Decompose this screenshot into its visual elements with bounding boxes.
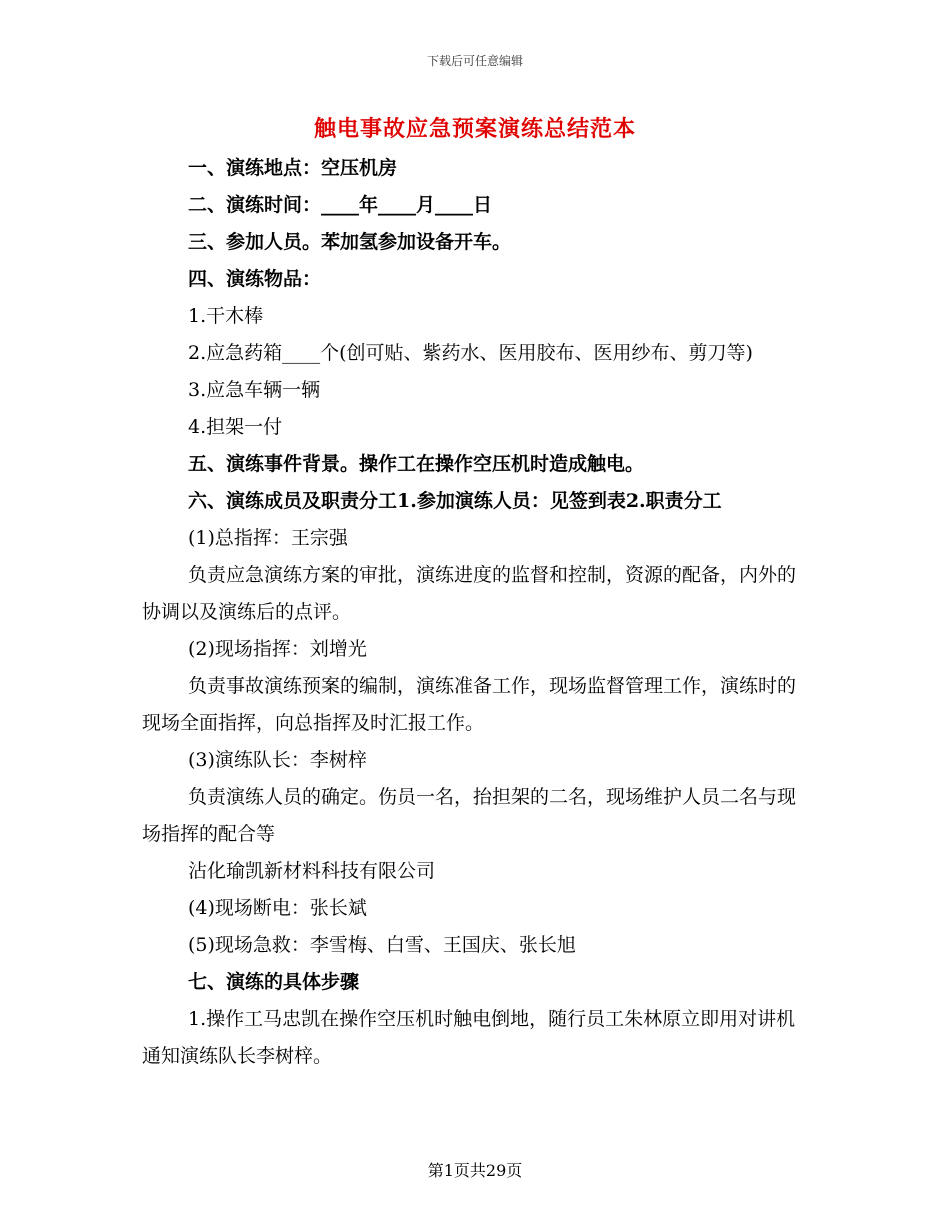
material-item: 3.应急车辆一辆 xyxy=(188,379,321,401)
page-header-note: 下载后可任意编辑 xyxy=(426,54,523,68)
role-description: 负责应急演练方案的审批，演练进度的监督和控制，资源的配备，内外的协调以及演练后的点评。 xyxy=(142,564,797,623)
section-time: 二、演练时间：____年____月____日 xyxy=(188,194,493,216)
document-body xyxy=(142,150,812,1075)
section-steps: 七、演练的具体步骤 xyxy=(188,971,360,993)
section-background: 五、演练事件背景。操作工在操作空压机时造成触电。 xyxy=(188,453,645,475)
section-participants: 三、参加人员。苯加氢参加设备开车。 xyxy=(188,231,512,253)
role-first-aid: (5)现场急救：李雪梅、白雪、王国庆、张长旭 xyxy=(188,934,576,956)
page-number: 第1页共29页 xyxy=(427,1161,523,1180)
document-title: 触电事故应急预案演练总结范本 xyxy=(313,116,636,142)
material-item: 1.干木棒 xyxy=(188,305,264,327)
role-description: 负责事故演练预案的编制，演练准备工作，现场监督管理工作，演练时的现场全面指挥，向总指挥及时汇报工作。 xyxy=(142,675,797,734)
role-site-commander: (2)现场指挥：刘增光 xyxy=(188,638,367,660)
section-materials: 四、演练物品： xyxy=(188,268,322,290)
material-item: 4.担架一付 xyxy=(188,416,283,438)
role-description: 负责演练人员的确定。伤员一名，抬担架的二名，现场维护人员二名与现场指挥的配合等 xyxy=(142,786,797,845)
section-members: 六、演练成员及职责分工1.参加演练人员：见签到表2.职责分工 xyxy=(188,490,722,512)
role-team-leader: (3)演练队长：李树梓 xyxy=(188,749,367,771)
role-power-off: (4)现场断电：张长斌 xyxy=(188,897,367,919)
material-item: 2.应急药箱____个(创可贴、紫药水、医用胶布、医用纱布、剪刀等) xyxy=(188,342,753,364)
section-location: 一、演练地点：空压机房 xyxy=(188,157,398,179)
role-commander: (1)总指挥：王宗强 xyxy=(188,527,348,549)
company-name: 沾化瑜凯新材料科技有限公司 xyxy=(188,860,436,882)
step-item: 1.操作工马忠凯在操作空压机时触电倒地，随行员工朱林原立即用对讲机通知演练队长李树梓。 xyxy=(142,1008,796,1067)
